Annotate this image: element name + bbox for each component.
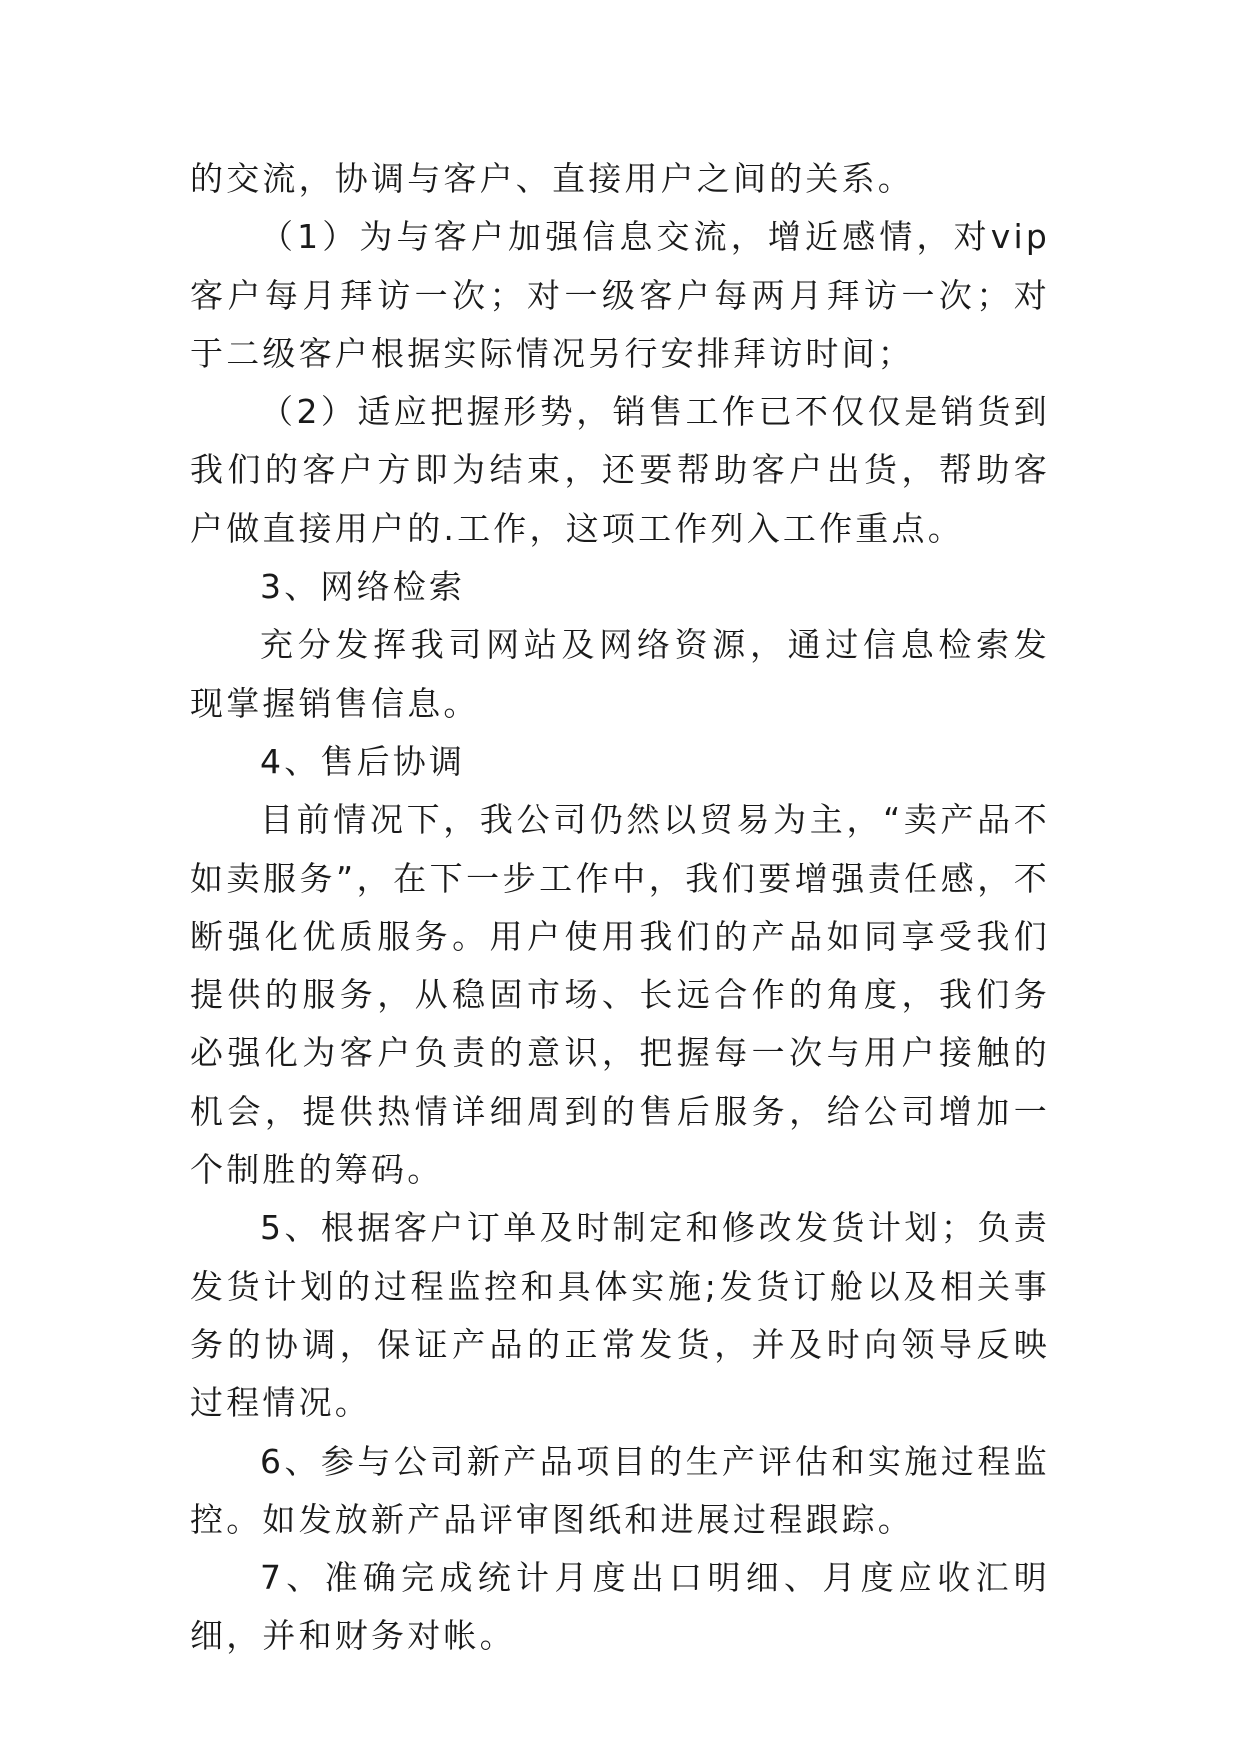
paragraph-market-situation: （2）适应把握形势，销售工作已不仅仅是销货到我们的客户方即为结束，还要帮助客户出货，帮助客户做直接用户的.工作，这项工作列入工作重点。 — [190, 392, 1050, 548]
paragraph-continuation: 的交流，协调与客户、直接用户之间的关系。 — [190, 159, 914, 198]
paragraph-after-sales: 目前情况下，我公司仍然以贸易为主，“卖产品不如卖服务”，在下一步工作中，我们要增强责任感，不断强化优质服务。用户使用我们的产品如同享受我们提供的服务，从稳固市场、长远合作的角度，我们务必强化为客户负责的意识，把握每一次与用户接触的机会，提供热情详细周到的售后服务，给公司增加一个制胜的筹码。 — [190, 800, 1050, 1190]
paragraph-new-products: 6、参与公司新产品项目的生产评估和实施过程监控。如发放新产品评审图纸和进展过程跟踪。 — [190, 1441, 1050, 1539]
paragraph-statistics: 7、准确完成统计月度出口明细、月度应收汇明细，并和财务对帐。 — [190, 1558, 1050, 1656]
paragraph-network-search: 充分发挥我司网站及网络资源，通过信息检索发现掌握销售信息。 — [190, 625, 1050, 723]
paragraph-shipping-plan: 5、根据客户订单及时制定和修改发货计划；负责发货计划的过程监控和具体实施;发货订舱以及相关事务的协调，保证产品的正常发货，并及时向领导反映过程情况。 — [190, 1208, 1050, 1423]
paragraph-vip-visits: （1）为与客户加强信息交流，增近感情，对vip客户每月拜访一次；对一级客户每两月拜访一次；对于二级客户根据实际情况另行安排拜访时间； — [190, 217, 1050, 373]
section-heading-network-search: 3、网络检索 — [260, 567, 466, 607]
section-heading-after-sales: 4、售后协调 — [260, 741, 466, 781]
document-body — [190, 150, 1050, 1666]
